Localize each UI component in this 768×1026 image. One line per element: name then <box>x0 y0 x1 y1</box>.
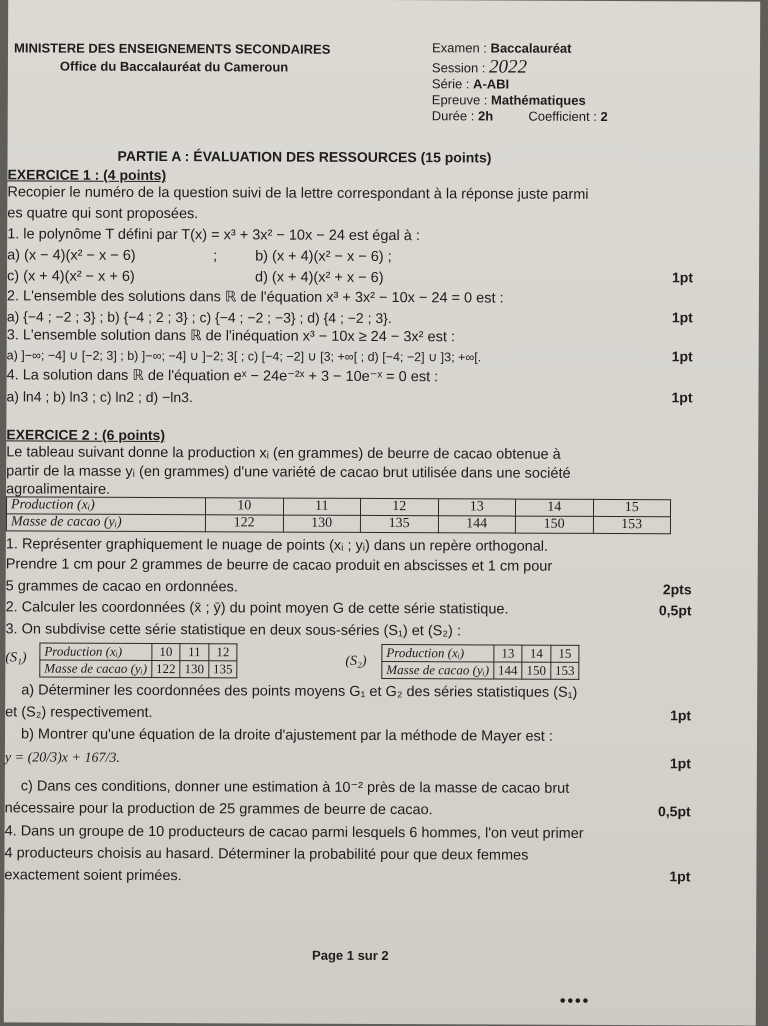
table-cell: 122 <box>152 660 181 677</box>
ex1-q3: 3. L'ensemble solution dans ℝ de l'inéquation x³ − 10x ≥ 24 − 3x² est : <box>6 327 455 346</box>
serie-label: Série : <box>431 76 470 92</box>
session-value: 2022 <box>489 56 528 78</box>
table-cell: 135 <box>360 515 438 532</box>
table-header-masse: Masse de cacao (yᵢ) <box>6 514 205 532</box>
table-cell: 11 <box>283 498 361 515</box>
ex2-q1: 1. Représenter graphiquement le nuage de points (xᵢ ; yᵢ) dans un repère orthogonal. <box>5 536 549 555</box>
table-cell: 15 <box>593 499 671 516</box>
ex1-q1: 1. le polynôme T défini par T(x) = x³ + 3x² − 10x − 24 est égal à : <box>7 226 420 245</box>
ex1-q1-b: b) (x + 4)(x² − x − 6) ; <box>255 248 392 266</box>
table-cell: 150 <box>515 516 593 533</box>
duree-value: 2h <box>477 108 494 124</box>
ex2-q3a: a) Déterminer les coordonnées des points moyens G₁ et G₂ des séries statistiques (S₁) <box>21 682 578 701</box>
session-label: Session : <box>431 60 486 76</box>
ex2-q2-points: 0,5pt <box>658 602 692 619</box>
ex2-q4-points: 1pt <box>669 868 691 885</box>
ex2-q3b-points: 1pt <box>669 755 691 772</box>
ex2-q3c-line2: nécessaire pour la production de 25 grammes de beurre de cacao. <box>4 800 433 819</box>
table-row <box>382 645 579 663</box>
ex1-q3-points: 1pt <box>671 348 693 365</box>
ex2-q3a-points: 1pt <box>670 707 692 724</box>
table-cell: 14 <box>515 499 593 516</box>
ex2-q3c: c) Dans ces conditions, donner une estimation à 10⁻² près de la masse de cacao brut <box>20 778 570 797</box>
exam-value: Baccalauréat <box>490 40 572 56</box>
ex2-q4-line2: 4 producteurs choisis au hasard. Déterminer la probabilité pour que deux femmes <box>4 845 529 864</box>
ex1-q1-points: 1pt <box>671 269 694 286</box>
coef-label: Coefficient : <box>528 108 597 124</box>
ex1-q1-sep: ; <box>213 248 218 265</box>
ex2-q4: 4. Dans un groupe de 10 producteurs de cacao parmi lesquels 6 hommes, l'on veut primer <box>4 823 584 842</box>
table-cell: 13 <box>438 499 516 516</box>
table-cell: 12 <box>209 644 238 661</box>
coef-value: 2 <box>600 108 608 124</box>
table-cell: 15 <box>551 645 580 662</box>
table-cell: 153 <box>551 662 580 679</box>
ex2-q2: 2. Calculer les coordonnées (x̄ ; ȳ) du point moyen G de cette série statistique. <box>5 599 509 618</box>
ministry-title: MINISTERE DES ENSEIGNEMENTS SECONDAIRES <box>13 40 331 57</box>
table-row <box>40 660 237 678</box>
ex1-q4-options: a) ln4 ; b) ln3 ; c) ln2 ; d) −ln3. <box>6 388 193 406</box>
s1-table <box>39 643 237 679</box>
serie-value: A-ABI <box>473 76 510 92</box>
ex1-q4: 4. La solution dans ℝ de l'équation eˣ − 24e⁻²ˣ + 3 − 10e⁻ˣ = 0 est : <box>6 367 439 386</box>
s2-table <box>381 644 579 680</box>
s1-header-masse: Masse de cacao (yᵢ) <box>40 660 152 677</box>
ex1-q1-a: a) (x − 4)(x² − x − 6) <box>7 247 136 264</box>
ex2-title: EXERCICE 2 : (6 points) <box>6 426 166 444</box>
ex2-intro: Le tableau suivant donne la production xᵢ (en grammes) de beurre de cacao obtenue à <box>6 444 561 463</box>
ex1-intro: Recopier le numéro de la question suivi de la lettre correspondant à la réponse juste parmi <box>7 184 589 203</box>
table-cell: 12 <box>360 498 438 515</box>
ex2-intro-3: agroalimentaire. <box>6 481 111 498</box>
ex2-q3c-points: 0,5pt <box>657 803 691 820</box>
serie-info <box>432 76 509 91</box>
part-title: PARTIE A : ÉVALUATION DES RESSOURCES (15 points) <box>117 147 492 166</box>
epreuve-label: Epreuve : <box>431 92 488 108</box>
page-number: Page 1 sur 2 <box>312 947 389 964</box>
table-cell: 144 <box>438 516 516 533</box>
table-cell: 130 <box>180 661 209 678</box>
ex1-q3-options: a) ]−∞; −4] ∪ [−2; 3] ; b) ]−∞; −4] ∪ ]−2; 3[ ; c) [−4; −2] ∪ [3; +∞[ ; d) [−4; −2] ∪ ]3; +∞[. <box>6 348 482 365</box>
duree-label: Durée : <box>431 108 475 124</box>
table-cell: 130 <box>283 515 361 532</box>
ex2-intro-2: partir de la masse yᵢ (en grammes) d'une variété de cacao brut utilisée dans une société <box>6 463 571 482</box>
s1-header-production: Production (xᵢ) <box>40 643 152 660</box>
session-info <box>432 56 527 78</box>
exam-paper <box>4 0 760 1026</box>
ex1-title: EXERCICE 1 : (4 points) <box>7 166 167 184</box>
s2-header-production: Production (xᵢ) <box>382 645 494 662</box>
ex1-intro-2: es quatre qui sont proposées. <box>7 205 199 223</box>
ex1-q1-d: d) (x + 4)(x² + x − 6) <box>254 269 384 287</box>
ex1-q4-points: 1pt <box>671 389 693 406</box>
epreuve-value: Mathématiques <box>491 92 586 108</box>
table-cell: 150 <box>522 662 551 679</box>
ex2-q3: 3. On subdivise cette série statistique en deux sous-séries (S₁) et (S₂) : <box>5 621 461 640</box>
data-table <box>6 496 671 534</box>
duree-info <box>432 108 608 124</box>
ex2-q1-points: 2pts <box>662 581 692 598</box>
footer-dots: •••• <box>559 992 591 1010</box>
ex2-q3b-equation: y = (20/3)x + 167/3. <box>4 750 120 766</box>
table-cell: 153 <box>593 516 671 533</box>
s2-header-masse: Masse de cacao (yᵢ) <box>382 662 494 679</box>
exam-info <box>432 40 572 56</box>
table-cell: 135 <box>209 661 238 678</box>
table-row <box>382 662 579 680</box>
ex2-q1-line3: 5 grammes de cacao en ordonnées. <box>5 578 238 596</box>
table-cell: 14 <box>522 645 551 662</box>
table-cell: 10 <box>205 498 283 515</box>
ex1-q2-options: a) {−4 ; −2 ; 3} ; b) {−4 ; 2 ; 3} ; c) {−4 ; −2 ; −3} ; d) {4 ; −2 ; 3}. <box>6 308 392 327</box>
ex1-q2: 2. L'ensemble des solutions dans ℝ de l'équation x³ + 3x² − 10x − 24 = 0 est : <box>6 288 504 307</box>
table-row <box>6 514 670 534</box>
table-row <box>40 643 237 661</box>
s2-label: (S₂) <box>345 653 367 669</box>
table-cell: 13 <box>494 645 523 662</box>
ex2-q1-line2: Prendre 1 cm pour 2 grammes de beurre de cacao produit en abscisses et 1 cm pour <box>5 556 553 575</box>
ex1-q1-c: c) (x + 4)(x² − x + 6) <box>6 268 135 285</box>
ex2-q4-line3: exactement soient primées. <box>4 867 182 885</box>
ex2-q3a-line2: et (S₂) respectivement. <box>5 704 153 722</box>
table-cell: 11 <box>180 644 209 661</box>
ex2-q3b: b) Montrer qu'une équation de la droite d'ajustement par la méthode de Mayer est : <box>20 726 553 745</box>
table-header-production: Production (xᵢ) <box>6 497 205 515</box>
table-cell: 10 <box>152 643 181 660</box>
ex1-q2-points: 1pt <box>671 309 693 326</box>
table-cell: 144 <box>494 662 523 679</box>
table-cell: 122 <box>205 515 283 532</box>
office-title: Office du Baccalauréat du Cameroun <box>59 58 289 75</box>
epreuve-info <box>432 92 586 108</box>
exam-label: Examen : <box>431 40 487 56</box>
s1-label: (S₁) <box>5 650 27 666</box>
